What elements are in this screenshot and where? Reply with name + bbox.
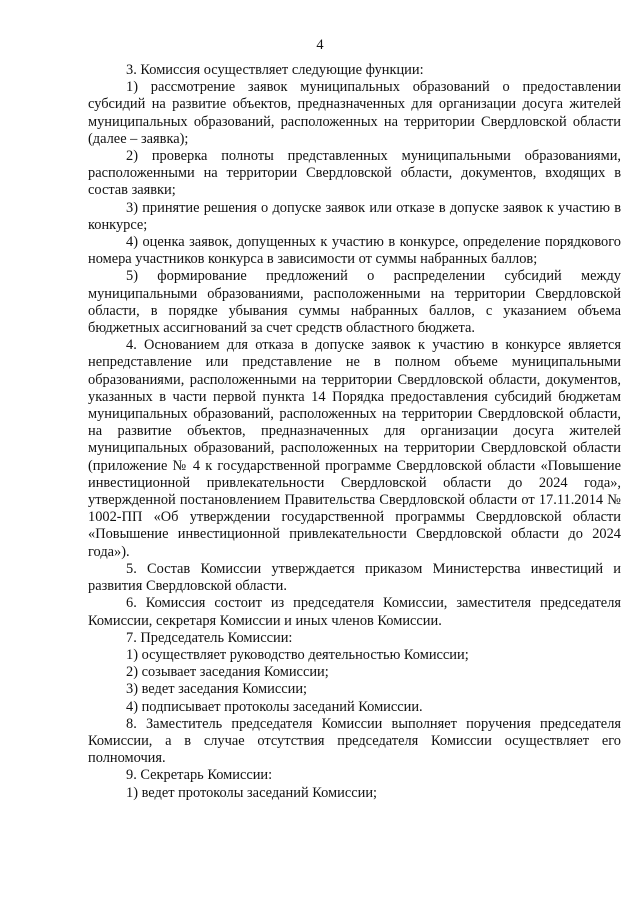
list-item-9-1: 1) ведет протоколы заседаний Комиссии; xyxy=(126,784,378,801)
paragraph-item-7: 7. Председатель Комиссии: xyxy=(126,629,293,646)
list-item-7-1: 1) осуществляет руководство деятельностью Комиссии; xyxy=(126,646,469,663)
paragraph-item-6: 6. Комиссия состоит из председателя Комиссии, заместителя председателя Комиссии, секретаря Комиссии и иных членов Комиссии. xyxy=(88,595,621,629)
paragraph-item-8: 8. Заместитель председателя Комиссии выполняет поручения председателя Комиссии, а в случае отсутствия председателя Комиссии осуществляет его полномочия. xyxy=(88,715,621,767)
list-item-3-3: 3) принятие решения о допуске заявок или отказе в допуске заявок к участию в конкурсе; xyxy=(88,199,621,233)
paragraph-item-4: 4. Основанием для отказа в допуске заявок к участию в конкурсе является непредставление или представление не в полном объеме муниципальными образованиями, расположенными на территории Свердловской области, документов, указанных в части первой пункта 14 Порядка предоставления субсидий бюджетам муниципальных образований, расположенных на территории Свердловской области, на развитие объектов, предназначенных для организации досуга жителей муниципальных образований, расположенных на территории Свердловской области (приложение № 4 к государственной программе Свердловской области «Повышение инвестиционной привлекательности Свердловской области до 2024 года», утвержденной постановлением Правительства Свердловской области от 17.11.2014 № 1002-ПП «Об утверждении государственной программы Свердловской области «Повышение инвестиционной привлекательности Свердловской области до 2024 года»). xyxy=(88,337,621,560)
list-item-3-4: 4) оценка заявок, допущенных к участию в конкурсе, определение порядкового номера участников конкурса в зависимости от суммы набранных баллов; xyxy=(88,234,621,268)
list-item-7-2: 2) созывает заседания Комиссии; xyxy=(126,664,329,681)
list-item-3-1: 1) рассмотрение заявок муниципальных образований о предоставлении субсидий на развитие объектов, предназначенных для организации досуга жителей муниципальных образований, расположенных на территории Свердловской области (далее – заявка); xyxy=(88,79,621,147)
page-number: 4 xyxy=(316,37,324,53)
list-item-3-5: 5) формирование предложений о распределении субсидий между муниципальными образованиями, расположенными на территории Свердловской области, в порядке убывания суммы набранных баллов, с указанием объема бюджетных ассигнований за счет средств областного бюджета. xyxy=(88,268,621,337)
paragraph-item-5: 5. Состав Комиссии утверждается приказом Министерства инвестиций и развития Свердловской области. xyxy=(88,560,621,595)
list-item-3-2: 2) проверка полноты представленных муниципальными образованиями, расположенными на территории Свердловской области, документов, входящих в состав заявки; xyxy=(88,148,621,199)
list-item-7-3: 3) ведет заседания Комиссии; xyxy=(126,681,308,698)
document-body xyxy=(88,62,621,802)
paragraph-item-3: 3. Комиссия осуществляет следующие функции: xyxy=(126,62,424,78)
paragraph-item-9: 9. Секретарь Комиссии: xyxy=(126,767,273,784)
list-item-7-4: 4) подписывает протоколы заседаний Комиссии. xyxy=(126,698,423,715)
